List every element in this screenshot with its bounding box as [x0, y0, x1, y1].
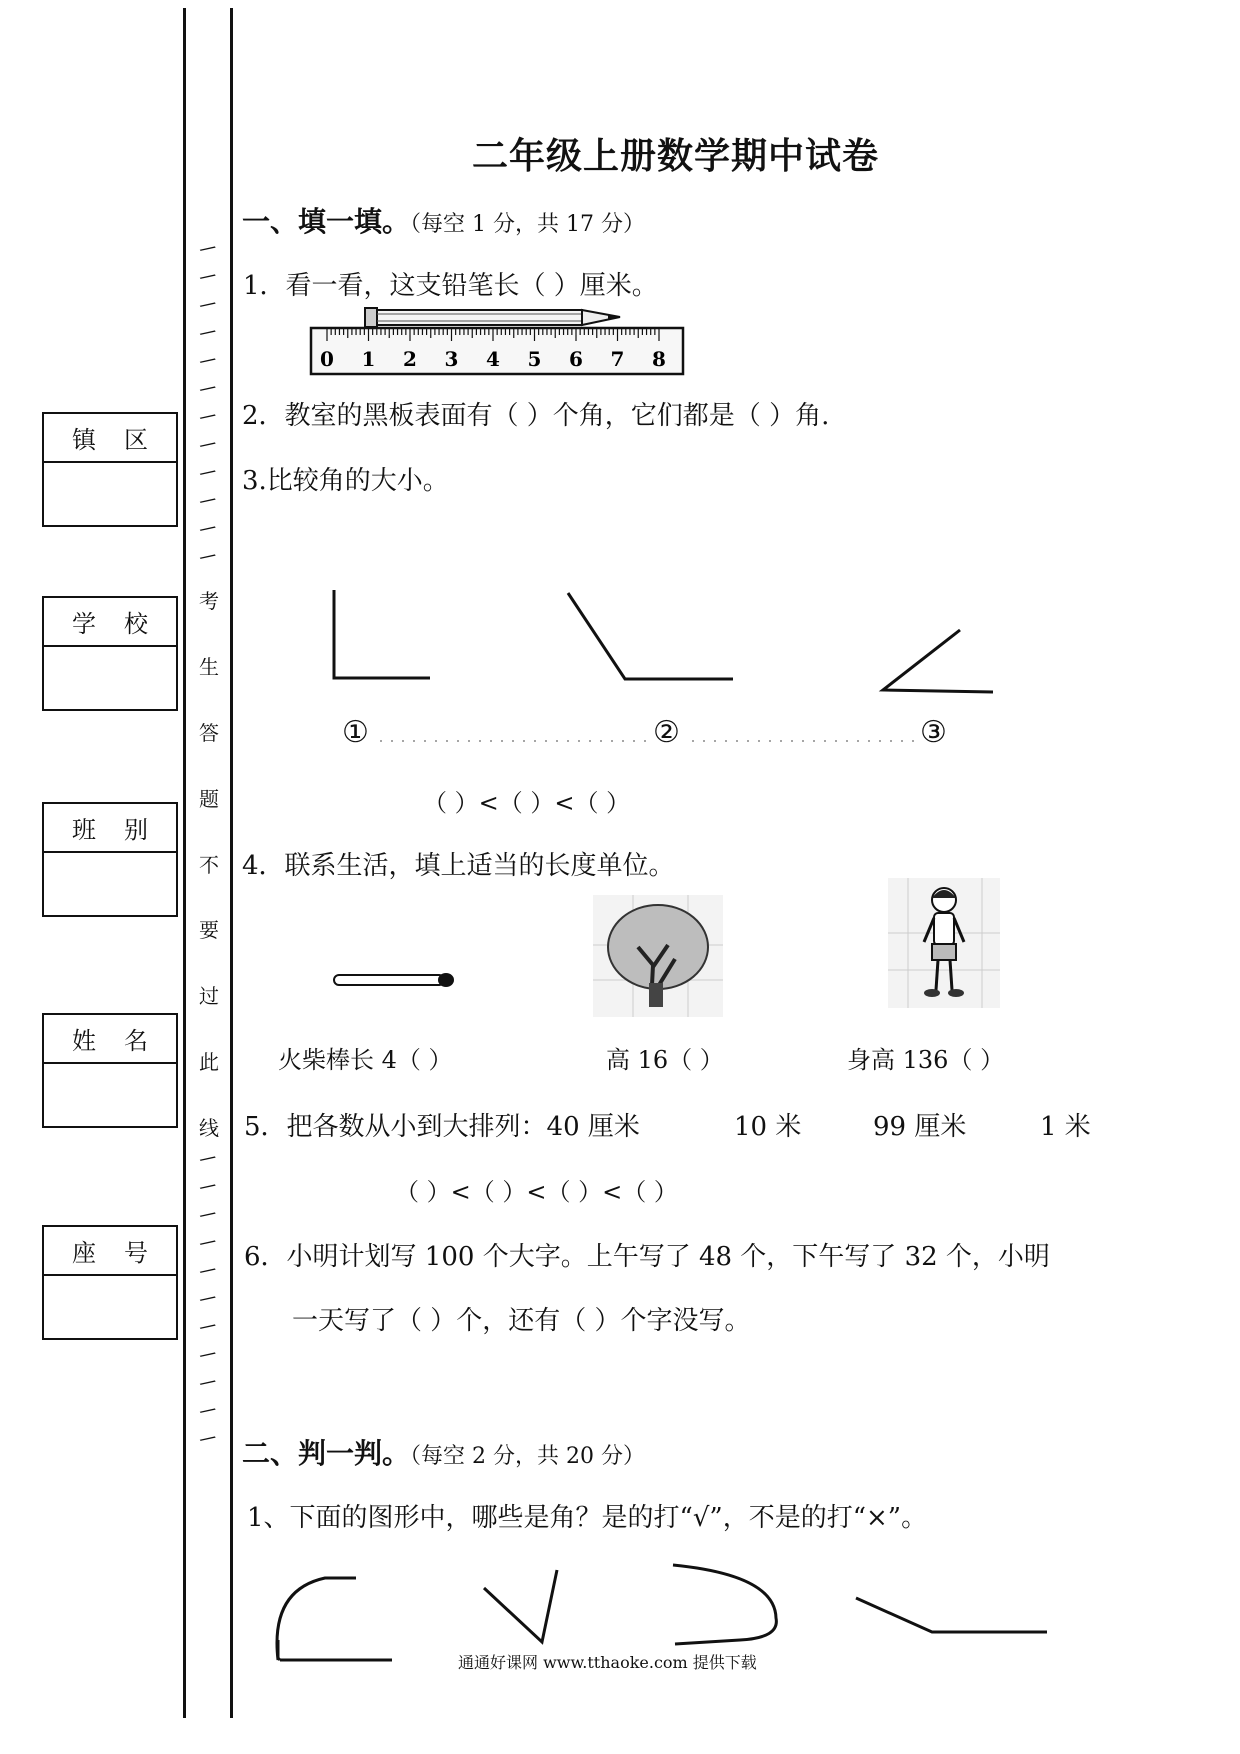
section1-heading	[242, 200, 645, 240]
q5-answer-blanks[interactable]: （ ）<（ ）<（ ）<（ ）	[395, 1178, 678, 1206]
field-label: 号	[124, 1239, 148, 1267]
cut-dash: /	[196, 1318, 219, 1335]
warning-char: 生	[199, 655, 219, 679]
cut-dash: /	[196, 436, 219, 453]
q3-answer-blanks[interactable]: （ ）<（ ）<（ ）	[423, 789, 631, 817]
warning-char: 线	[199, 1116, 219, 1140]
cut-dash: /	[196, 1206, 219, 1223]
question-4: 4．联系生活，填上适当的长度单位。	[242, 851, 675, 881]
ruler-number: 2	[403, 347, 417, 371]
ruler-number: 1	[361, 347, 376, 371]
cut-dash: /	[196, 1262, 219, 1279]
field-input-town[interactable]	[44, 463, 176, 525]
cut-dash: /	[196, 1234, 219, 1251]
warning-char: 题	[199, 787, 219, 811]
field-label: 班	[72, 816, 96, 844]
field-label: 姓	[72, 1027, 96, 1055]
warning-char: 要	[199, 918, 219, 942]
field-label: 镇	[72, 426, 96, 454]
warning-char: 答	[199, 721, 219, 745]
cut-dash: /	[196, 380, 219, 397]
ruler-icon	[311, 328, 683, 374]
shape-1	[277, 1578, 356, 1660]
field-name	[42, 1013, 178, 1128]
cut-dash: /	[196, 268, 219, 285]
dotted-connector	[380, 738, 920, 744]
ruler-number: 6	[569, 347, 583, 371]
field-input-class[interactable]	[44, 853, 176, 915]
cut-dash: /	[196, 1178, 219, 1195]
section1-score-note: （每空 1 分，共 17 分）	[410, 212, 645, 237]
margin-line-left	[183, 8, 186, 1718]
section2-heading	[242, 1432, 645, 1472]
section2-heading-text: 二、判一判。	[242, 1437, 411, 1470]
question-1: 1．看一看，这支铅笔长（ ）厘米。	[243, 271, 658, 301]
field-class	[42, 802, 178, 917]
angle-figures	[320, 585, 1020, 705]
angle-1	[334, 590, 430, 678]
question-6-line-2[interactable]: 一天写了（ ）个，还有（ ）个字没写。	[292, 1306, 751, 1336]
tree-icon	[593, 895, 723, 1017]
warning-char: 此	[199, 1050, 219, 1074]
q5-value-2: 99 厘米	[873, 1112, 967, 1142]
section2-question-1: 1、下面的图形中，哪些是角？是的打“√”，不是的打“×”。	[247, 1503, 928, 1533]
boy-figure-icon	[888, 878, 1000, 1008]
field-input-name[interactable]	[44, 1064, 176, 1126]
field-label: 别	[124, 816, 148, 844]
ruler-number: 5	[527, 347, 542, 371]
section2-score-note: （每空 2 分，共 20 分）	[410, 1444, 645, 1469]
field-label: 座	[72, 1239, 96, 1267]
question-6-line-1: 6．小明计划写 100 个大字。上午写了 48 个，下午写了 32 个，小明	[244, 1242, 1050, 1272]
q4-tree[interactable]: 高 16（ ）	[606, 1046, 724, 1074]
angle-2	[568, 593, 733, 679]
field-input-seat[interactable]	[44, 1276, 176, 1338]
cut-dash: /	[196, 352, 219, 369]
field-label: 学	[72, 610, 96, 638]
field-town-district	[42, 412, 178, 527]
angle-label-1: ①	[342, 715, 369, 750]
question-2: 2．教室的黑板表面有（ ）个角，它们都是（ ）角.	[242, 401, 830, 431]
shape-2	[484, 1570, 557, 1642]
angle-label-2: ②	[653, 715, 680, 750]
ruler-number: 4	[486, 347, 500, 371]
footer-credit: 通通好课网 www.tthaoke.com 提供下载	[458, 1653, 757, 1672]
cut-dash: /	[196, 1402, 219, 1419]
angle-3	[883, 630, 993, 692]
cut-dash: /	[196, 1430, 219, 1447]
margin-line-right	[230, 8, 233, 1718]
matchstick-icon	[332, 970, 462, 990]
warning-char: 过	[199, 984, 219, 1008]
pencil-icon	[365, 308, 620, 327]
field-input-school[interactable]	[44, 647, 176, 709]
question-3: 3.比较角的大小。	[242, 466, 449, 496]
angle-label-3: ③	[920, 715, 947, 750]
cut-dash: /	[196, 408, 219, 425]
cut-dash: /	[196, 324, 219, 341]
shape-3	[673, 1565, 776, 1644]
ruler-number: 7	[610, 347, 625, 371]
ruler-number: 0	[320, 347, 334, 371]
warning-char: 不	[199, 853, 219, 877]
cut-dash: /	[196, 1290, 219, 1307]
shape-4	[856, 1598, 1047, 1632]
cut-dash: /	[196, 240, 219, 257]
field-school	[42, 596, 178, 711]
warning-char: 考	[199, 589, 219, 613]
q5-value-1: 10 米	[734, 1112, 802, 1142]
ruler-number: 3	[444, 347, 459, 371]
pencil-ruler-illustration	[305, 300, 685, 380]
q5-value-3: 1 米	[1040, 1112, 1091, 1142]
field-seat-number	[42, 1225, 178, 1340]
cut-dash: /	[196, 296, 219, 313]
question-5: 5．把各数从小到大排列：40 厘米	[244, 1112, 640, 1142]
field-label: 区	[124, 426, 148, 454]
ruler-number: 8	[652, 347, 666, 371]
cut-dash: /	[196, 1346, 219, 1363]
cut-dash: /	[196, 548, 219, 565]
cut-dash: /	[196, 1374, 219, 1391]
cut-dash: /	[196, 464, 219, 481]
field-label: 名	[124, 1027, 148, 1055]
q4-height[interactable]: 身高 136（ ）	[847, 1046, 1005, 1074]
field-label: 校	[124, 610, 148, 638]
page-title: 二年级上册数学期中试卷	[472, 135, 880, 177]
cut-dash: /	[196, 1150, 219, 1167]
section1-heading-text: 一、填一填。	[242, 205, 411, 238]
q4-matchstick[interactable]: 火柴棒长 4（ ）	[278, 1046, 453, 1074]
cut-dash: /	[196, 520, 219, 537]
cut-dash: /	[196, 492, 219, 509]
